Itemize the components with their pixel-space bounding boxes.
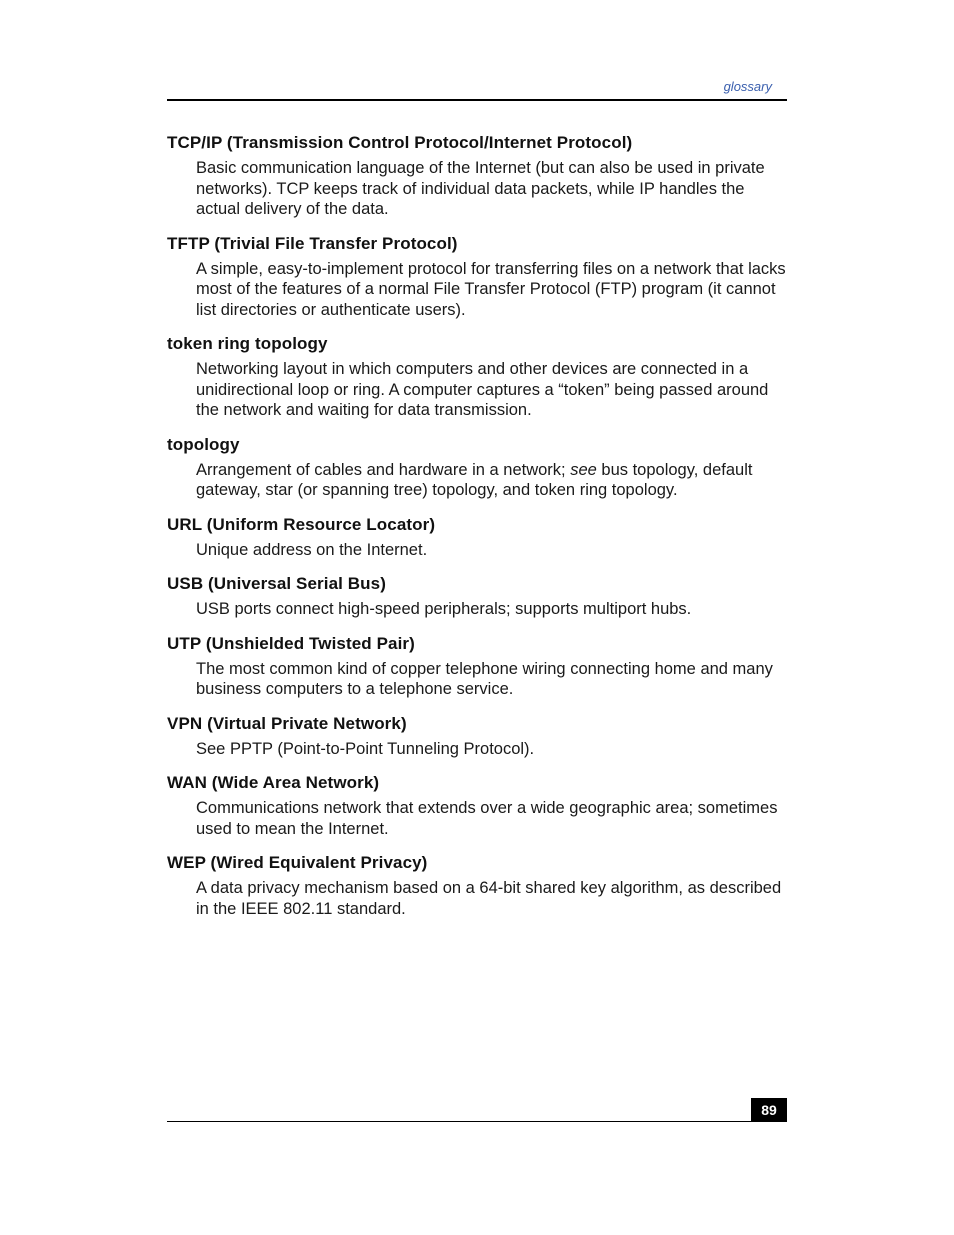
glossary-entry-topology [167, 434, 787, 501]
glossary-term: TCP/IP (Transmission Control Protocol/Internet Protocol) [167, 133, 633, 152]
glossary-entry-tcp-ip [167, 132, 787, 220]
glossary-list [167, 132, 787, 932]
glossary-term: URL (Uniform Resource Locator) [167, 514, 436, 534]
glossary-entry-wan [167, 772, 787, 839]
glossary-entry-tftp [167, 233, 787, 321]
glossary-term: UTP (Unshielded Twisted Pair) [167, 633, 415, 653]
glossary-term: token ring topology [167, 334, 328, 353]
glossary-term: topology [167, 434, 240, 454]
definition-text: Arrangement of cables and hardware in a network; [196, 460, 571, 479]
glossary-definition: Networking layout in which computers and other devices are connected in a unidirectional loop or ring. A computer captures a “token” being passed around the network and waiting for data transmission. [196, 360, 769, 419]
glossary-term: VPN (Virtual Private Network) [167, 713, 407, 733]
page-number: 89 [751, 1098, 787, 1122]
glossary-definition: Communications network that extends over a wide geographic area; sometimes used to mean the Internet. [196, 799, 778, 838]
glossary-entry-usb [167, 573, 787, 620]
section-label: glossary [723, 79, 772, 94]
glossary-term: WAN (Wide Area Network) [167, 773, 380, 792]
glossary-definition: Basic communication language of the Internet (but can also be used in private networks). TCP keeps track of individual data packets, while IP handles the actual delivery of the data. [196, 159, 765, 218]
glossary-entry-vpn [167, 713, 787, 760]
glossary-definition [196, 460, 787, 501]
header-divider [167, 99, 787, 101]
glossary-definition: Unique address on the Internet. [196, 540, 428, 559]
footer-divider [167, 1121, 787, 1122]
glossary-definition: A simple, easy-to-implement protocol for transferring files on a network that lacks most of the features of a normal File Transfer Protocol (FTP) program (it cannot list directories or authenticate users). [196, 259, 786, 319]
glossary-term: TFTP (Trivial File Transfer Protocol) [167, 233, 458, 253]
definition-emphasis: see [570, 460, 597, 479]
glossary-definition: USB ports connect high-speed peripherals; supports multiport hubs. [196, 600, 692, 618]
glossary-definition: See PPTP (Point-to-Point Tunneling Protocol). [196, 739, 535, 758]
definition-text: bus topology, default gateway, star (or spanning tree) topology, and token ring topology. [196, 460, 753, 499]
glossary-entry-utp [167, 633, 787, 700]
glossary-term: USB (Universal Serial Bus) [167, 574, 386, 593]
glossary-entry-token-ring [167, 333, 787, 421]
glossary-entry-wep [167, 852, 787, 919]
glossary-definition: A data privacy mechanism based on a 64-bit shared key algorithm, as described in the IEEE 802.11 standard. [196, 879, 782, 918]
glossary-entry-url [167, 514, 787, 561]
glossary-term: WEP (Wired Equivalent Privacy) [167, 853, 428, 872]
glossary-definition: The most common kind of copper telephone wiring connecting home and many business computers to a telephone service. [196, 659, 773, 698]
